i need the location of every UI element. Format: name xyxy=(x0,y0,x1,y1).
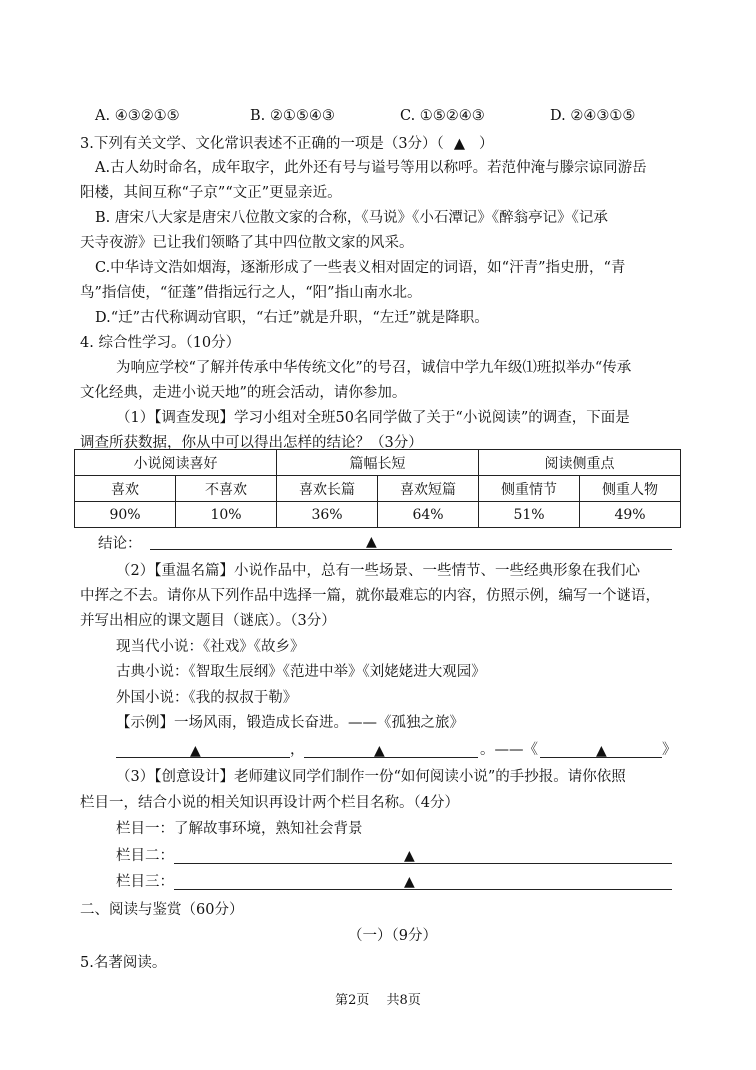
riddle-blank-2[interactable] xyxy=(304,757,478,758)
works-classical: 古典小说：《智取生辰纲》《范进中举》《刘姥姥进大观园》 xyxy=(116,664,486,680)
q3-option-b-line2: 天寺夜游》已让我们领略了其中四位散文家的风采。 xyxy=(80,235,414,251)
q3-option-c-line1: C.中华诗文浩如烟海，逐渐形成了一些表义相对固定的词语，如“汗青”指史册，“青 xyxy=(95,260,626,276)
answer-marker-icon: ▲ xyxy=(404,874,415,890)
q3-stem: 3.下列有关文学、文化常识表述不正确的一项是（3分）（ ▲ ） xyxy=(80,136,494,152)
q4-part2-line1: （2）【重温名篇】小说作品中，总有一些场景、一些情节、一些经典形象在我们心 xyxy=(116,563,640,579)
q5-title: 5.名著阅读。 xyxy=(80,955,167,971)
works-foreign: 外国小说：《我的叔叔于勒》 xyxy=(116,690,298,706)
conclusion-answer-blank[interactable] xyxy=(150,549,672,550)
q3-option-b-line1: B. 唐宋八大家是唐宋八位散文家的合称，《马说》《小石潭记》《醉翁亭记》《记承 xyxy=(95,210,608,226)
riddle-comma: ， xyxy=(290,742,305,758)
q4-part2-line3: 并写出相应的课文题目（谜底）。（3分） xyxy=(80,613,336,629)
column-two-blank[interactable] xyxy=(174,863,672,864)
riddle-close: 》 xyxy=(662,742,677,758)
answer-marker-icon: ▲ xyxy=(374,743,385,759)
column-one: 栏目一：了解故事环境，熟知社会背景 xyxy=(116,821,363,837)
answer-marker-icon: ▲ xyxy=(596,743,607,759)
table-cell: 64% xyxy=(378,502,479,528)
riddle-blank-1[interactable] xyxy=(116,757,290,758)
q4-intro-line1: 为响应学校“了解并传承中华传统文化”的号召，诚信中学九年级⑴班拟举办“传承 xyxy=(116,360,632,376)
table-cell: 49% xyxy=(580,502,681,528)
column-three-label: 栏目三： xyxy=(116,874,174,890)
group-header: 阅读侧重点 xyxy=(479,450,681,476)
example-line: 【示例】一场风雨，锻造成长奋进。——《孤独之旅》 xyxy=(116,715,464,731)
riddle-dash: 。——《 xyxy=(480,742,538,758)
table-cell: 51% xyxy=(479,502,580,528)
survey-table xyxy=(74,449,681,528)
q4-part1-line2: 调查所获数据，你从中可以得出怎样的结论？（3分） xyxy=(80,435,423,451)
q4-title: 4. 综合性学习。（10分） xyxy=(80,335,241,351)
group-header: 小说阅读喜好 xyxy=(75,450,277,476)
table-row xyxy=(75,476,681,502)
q2-option-d: D. ②④③①⑤ xyxy=(550,108,636,124)
conclusion-label: 结论： xyxy=(98,536,142,552)
answer-marker-icon: ▲ xyxy=(366,534,377,550)
sub-header: 不喜欢 xyxy=(176,476,277,502)
q4-part3-line1: （3）【创意设计】老师建议同学们制作一份“如何阅读小说”的手抄报。请你依照 xyxy=(116,769,626,785)
sub-header: 侧重人物 xyxy=(580,476,681,502)
table-cell: 10% xyxy=(176,502,277,528)
sub-header: 喜欢 xyxy=(75,476,176,502)
q3-option-a-line2: 阳楼，其间互称“子京”“文正”更显亲近。 xyxy=(80,185,342,201)
q3-option-c-line2: 鸟”指信使，“征蓬”借指远行之人，“阳”指山南水北。 xyxy=(80,285,422,301)
sub-header: 侧重情节 xyxy=(479,476,580,502)
section-two-subheading: （一）（9分） xyxy=(348,928,437,944)
answer-marker-icon: ▲ xyxy=(404,848,415,864)
q3-option-a-line1: A.古人幼时命名，成年取字，此外还有号与谥号等用以称呼。若范仲淹与滕宗谅同游岳 xyxy=(95,160,647,176)
table-cell: 36% xyxy=(277,502,378,528)
q4-part3-line2: 栏目一，结合小说的相关知识再设计两个栏目名称。（4分） xyxy=(80,795,459,811)
table-cell: 90% xyxy=(75,502,176,528)
answer-marker-icon: ▲ xyxy=(453,136,465,152)
section-two-title: 二、阅读与鉴赏（60分） xyxy=(80,902,244,918)
page-footer: 第2页 共8页 xyxy=(335,993,421,1008)
q2-option-a: A. ④③②①⑤ xyxy=(95,108,180,124)
q4-intro-line2: 文化经典，走进小说天地”的班会活动，请你参加。 xyxy=(80,385,407,401)
table-row xyxy=(75,502,681,528)
group-header: 篇幅长短 xyxy=(277,450,479,476)
answer-marker-icon: ▲ xyxy=(190,743,201,759)
column-two-label: 栏目二： xyxy=(116,848,174,864)
q2-option-b: B. ②①⑤④③ xyxy=(250,108,335,124)
q4-part2-line2: 中挥之不去。请你从下列作品中选择一篇，就你最难忘的内容，仿照示例，编写一个谜语， xyxy=(80,588,660,604)
sub-header: 喜欢长篇 xyxy=(277,476,378,502)
column-three-blank[interactable] xyxy=(174,889,672,890)
q4-part1-line1: （1）【调查发现】学习小组对全班50名同学做了关于“小说阅读”的调查，下面是 xyxy=(116,410,630,426)
q3-option-d: D.“迁”古代称调动官职，“右迁”就是升职，“左迁”就是降职。 xyxy=(95,310,489,326)
q2-option-c: C. ①⑤②④③ xyxy=(400,108,485,124)
sub-header: 喜欢短篇 xyxy=(378,476,479,502)
works-modern: 现当代小说：《社戏》《故乡》 xyxy=(116,639,305,655)
table-row xyxy=(75,450,681,476)
